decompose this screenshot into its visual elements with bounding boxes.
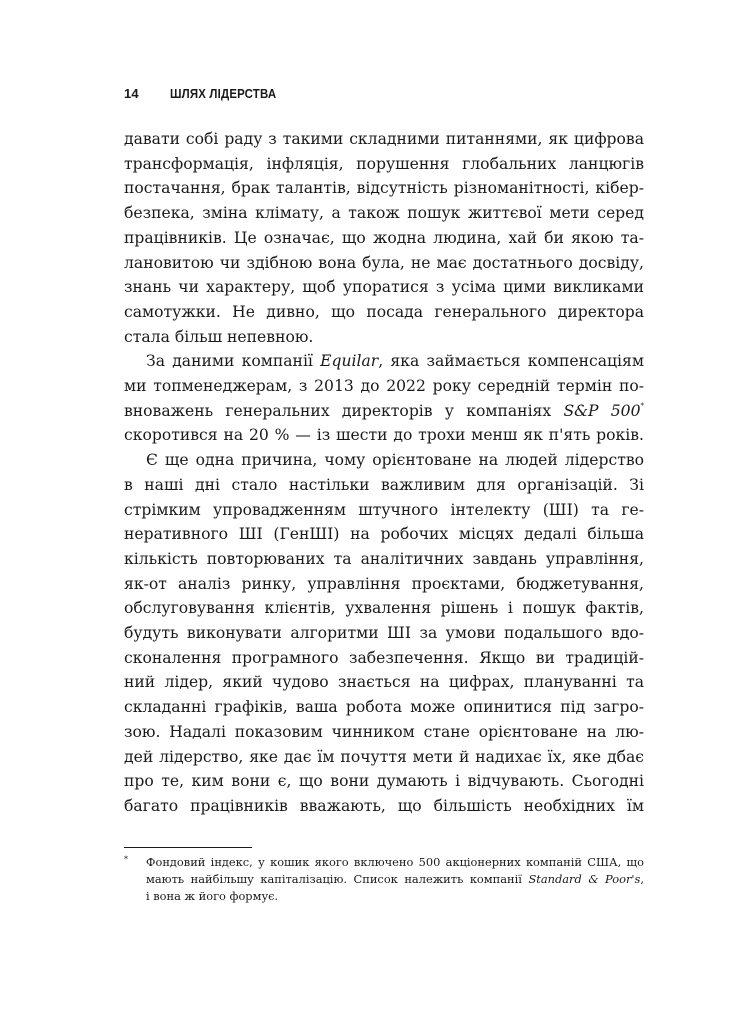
body-line: стала більш непевною. (124, 327, 314, 346)
footnote-line: Фондовий індекс, у кошик якого включено 500 акціонерних компаній США, що (146, 855, 644, 869)
body-line: багато працівників вважають, що більшість необхідних їм (124, 796, 644, 815)
body-line: будуть виконувати алгоритми ШІ за умови подальшого вдо- (124, 624, 644, 643)
body-line-sp500 (124, 399, 644, 424)
body-line: неративного ШІ (ГенШІ) на робочих місцях дедалі більша (124, 525, 644, 544)
body-line: ний лідер, який чудово знається на цифрах, плануванні та (124, 673, 644, 692)
company-name-equilar: Equilar (320, 352, 379, 371)
body-line: Є ще одна причина, чому орієнтоване на людей лідерство (146, 451, 644, 470)
body-text-segment: вноважень генеральних директорів у компаніях (124, 401, 564, 420)
body-line: самотужки. Не дивно, що посада генерального директора (124, 302, 644, 321)
body-text (124, 127, 644, 819)
body-text-segment: , яка займається компенсаціям (378, 352, 644, 371)
footnote (124, 854, 644, 904)
book-title: ШЛЯХ ЛІДЕРСТВА (170, 86, 277, 101)
footnote-marker: * (124, 855, 128, 864)
body-line: в наші дні стало настільки важливим для організацій. Зі (124, 475, 644, 494)
body-line: ми топменеджерам, з 2013 до 2022 року середній термін по- (124, 377, 644, 396)
body-line: лановитою чи здібною вона була, не має достатнього досвіду, (124, 253, 644, 272)
body-line: сконалення програмного забезпечення. Якщо ви традицій- (124, 648, 644, 667)
body-line: зою. Надалі показовим чинником стане орієнтоване на лю- (124, 722, 644, 741)
page-number: 14 (124, 86, 139, 101)
body-line: трансформація, інфляція, порушення глобальних ланцюгів (124, 154, 644, 173)
footnote-text-segment: мають найбільшу капіталізацію. Список належить компанії (146, 871, 529, 886)
running-head (124, 86, 291, 101)
body-line: постачання, брак талантів, відсутність різноманітності, кібер- (124, 179, 644, 198)
index-name-sp500: S&P 500 (563, 401, 641, 420)
body-line: стрімким упровадженням штучного інтелекту (ШІ) та ге- (124, 500, 644, 519)
body-line: працівників. Це означає, що жодна людина, хай би якою та- (124, 228, 644, 247)
body-line: дей лідерство, яке дає їм почуття мети й надихає їх, яке дбає (124, 747, 644, 766)
body-line: обслуговування клієнтів, ухвалення рішень і пошук фактів, (124, 599, 644, 618)
footnote-reference[interactable]: * (640, 401, 644, 410)
footnote-line (124, 871, 644, 888)
body-line-equilar (124, 349, 644, 374)
footnote-text-segment: , (640, 871, 644, 886)
body-line: давати собі раду з такими складними питаннями, як цифрова (124, 130, 644, 148)
body-line: як-от аналіз ринку, управління проєктами, бюджетування, (124, 574, 644, 593)
body-line: кількість повторюваних та аналітичних завдань управління, (124, 549, 644, 568)
body-line: безпека, зміна клімату, а також пошук життєвої мети серед (124, 204, 644, 223)
footnote-divider (124, 847, 252, 848)
body-line: про те, ким вони є, що вони думають і відчувають. Сьогодні (124, 772, 644, 791)
body-text-segment: За даними компанії (146, 352, 321, 371)
body-line: знань чи характеру, щоб упоратися з усіма цими викликами (124, 278, 644, 297)
footnote-line: і вона ж його формує. (146, 888, 279, 903)
company-name-standard-poors: Standard & Poor's (528, 871, 641, 886)
body-line: скоротився на 20 % — із шести до трохи менш як п'ять років. (124, 426, 644, 445)
body-line: складанні графіків, ваша робота може опинитися під загро- (124, 698, 644, 717)
